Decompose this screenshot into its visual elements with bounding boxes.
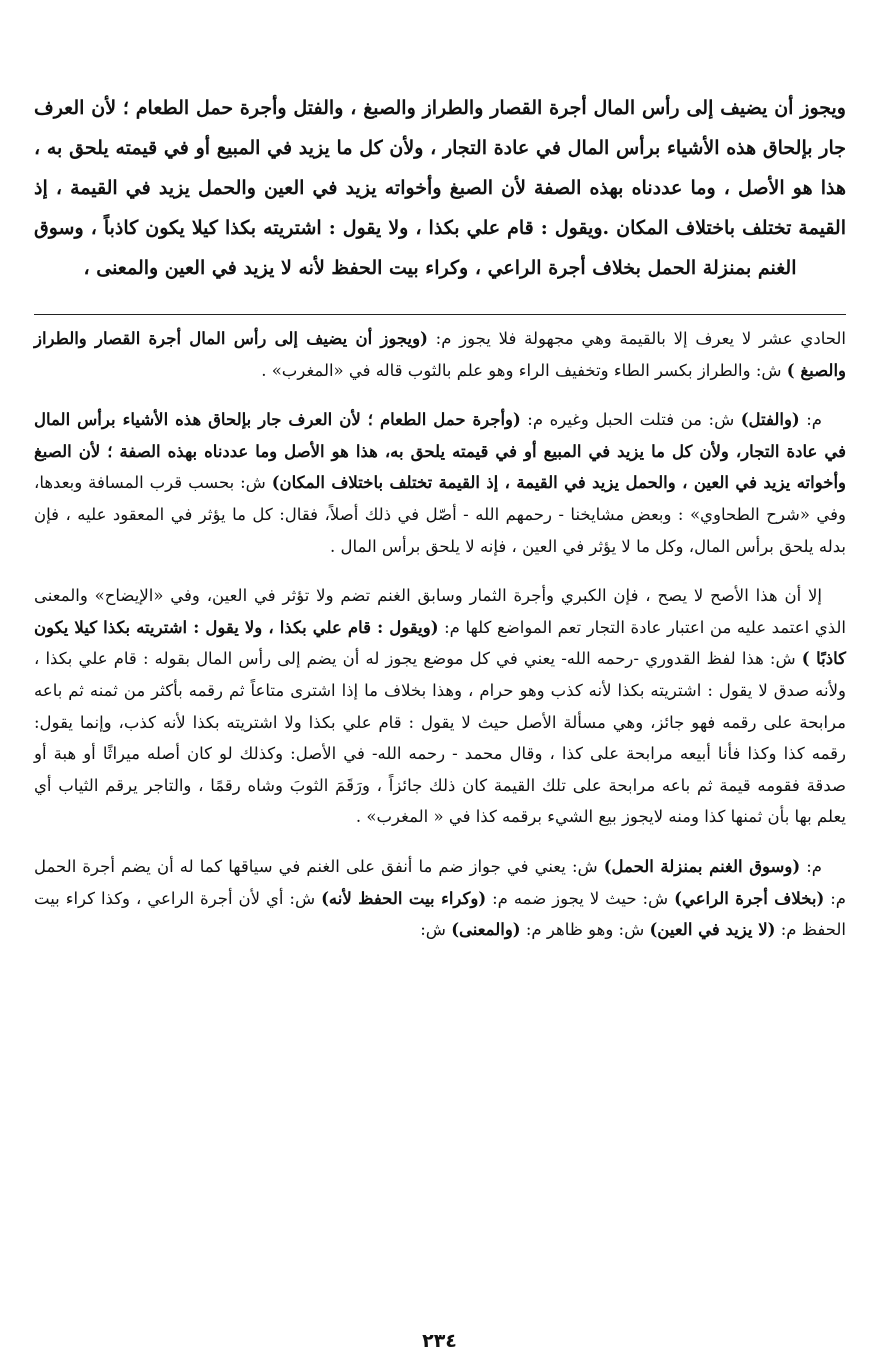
commentary-text: ش: أي لأن أجرة الراعي ، وكذا كراء بيت الحفظ م: bbox=[34, 888, 846, 940]
commentary-text: ش: والطراز بكسر الطاء وتخفيف الراء وهو علم بالثوب قاله في «المغرب» . bbox=[261, 360, 787, 380]
quoted-text: (والفتل) bbox=[740, 410, 800, 430]
quoted-text: (ويجوز أن يضيف إلى رأس المال أجرة القصار والطراز والصبغ ) bbox=[34, 329, 846, 380]
commentary-text: ش: يعني في جواز ضم ما أنفق على الغنم في سياقها كما له أن يضم أجرة الحمل م: bbox=[34, 856, 846, 908]
quoted-text: (وكراء بيت الحفظ لأنه) bbox=[321, 888, 487, 908]
quoted-text: (وسوق الغنم بمنزلة الحمل) bbox=[603, 856, 801, 876]
book-page bbox=[34, 88, 846, 946]
commentary-paragraph-4 bbox=[34, 851, 846, 946]
commentary-text: ش: وهو ظاهر م: bbox=[520, 920, 650, 940]
separator-line bbox=[34, 314, 846, 315]
commentary-paragraph-3 bbox=[34, 580, 846, 833]
commentary-text: ش: هذا لفظ القدوري -رحمه الله- يعني في كل موضع يجوز له أن يضم إلى رأس المال بقوله : قام علي بكذا ، ولأنه صدق لا يقول : اشتريته بكذا لأنه كذب وهو حرام ، وهذا بخلاف ما إذا اشترى متاعاً ثم رقمه بأكثر من ثمنه ثم باعه مرابحة على رقمه فهو جائز، وهي مسألة الأصل حيث لا يقول : قام علي بكذا ولا اشتريته بكذا لأنه كذب، وإنما يقول: رقمه كذا وكذا فأنا أبيعه مرابحة على كذا ، وقال محمد - رحمه الله- في الأصل: وكذلك لو كان أصله ميراثًا أو هبة أو صدقة فقومه قيمة ثم باعه مرابحة على تلك القيمة كان ذلك جائزاً ، ورَقَمَ الثوبَ وشاه رقمًا ، والتاجر يرقم الثياب أي يعلم بها بأن ثمنها كذا ومنه لايجوز بيع الشيء برقمه كذا في « المغرب» . bbox=[34, 649, 846, 827]
quoted-text: (ويقول : قام علي بكذا ، ولا يقول : اشتريته بكذا كيلا يكون كاذبًا ) bbox=[34, 617, 846, 669]
main-text: ويجوز أن يضيف إلى رأس المال أجرة القصار والطراز والصبغ ، والفتل وأجرة حمل الطعام ؛ لأن العرف جار بإلحاق هذه الأشياء برأس المال في عادة التجار ، ولأن كل ما يزيد في المبيع أو في قيمته يلحق به ، هذا هو الأصل ، وما عددناه بهذه الصفة لأن الصبغ وأخواته يزيد في العين والحمل يزيد في القيمة ، إذ القيمة تختلف باختلاف المكان .ويقول : قام علي بكذا ، ولا يقول : اشتريته بكذا كيلا يكون كاذباً ، وسوق الغنم بمنزلة الحمل بخلاف أجرة الراعي ، وكراء بيت الحفظ لأنه لا يزيد في العين والمعنى ، bbox=[34, 97, 846, 279]
commentary-text: إلا أن هذا الأصح لا يصح ، فإن الكبري وأجرة الثمار وسابق الغنم تضم ولا تؤثر في العين، وفي «الإيضاح» والمعنى الذي اعتمد عليه من اعتبار عادة التجار تعم المواضع كلها م: bbox=[34, 586, 846, 637]
commentary-text: ش: بحسب قرب المسافة وبعدها، وفي «شرح الطحاوي» : وبعض مشايخنا - رحمهم الله - أصّل في ذلك أصلاً، فقال: كل ما يؤثر في المعقود عليه ، فإن بدله يلحق برأس المال، وكل ما لا يؤثر في العين ، فإنه لا يلحق برأس المال . bbox=[34, 473, 846, 556]
quoted-text: (والمعنى) bbox=[451, 920, 521, 940]
quoted-text: (بخلاف أجرة الراعي) bbox=[674, 888, 825, 908]
page-number: ٢٣٤ bbox=[422, 1330, 457, 1352]
commentary-text: ش: bbox=[420, 920, 452, 940]
main-text-block bbox=[34, 88, 846, 288]
commentary-text: م: bbox=[800, 856, 822, 876]
commentary-paragraph-2 bbox=[34, 404, 846, 562]
commentary-block bbox=[34, 323, 846, 946]
quoted-text: (لا يزيد في العين) bbox=[649, 920, 776, 940]
quoted-text: (وأجرة حمل الطعام ؛ لأن العرف جار بإلحاق هذه الأشياء برأس المال في عادة التجار، ولأن كل ما يزيد في المبيع أو في قيمته يلحق به، هذا هو الأصل وما عددناه بهذه الصفة ؛ لأن الصبغ وأخواته يزيد في العين ، والحمل يزيد في القيمة ، إذ القيمة تختلف باختلاف المكان) bbox=[34, 410, 846, 493]
commentary-paragraph-1 bbox=[34, 323, 846, 386]
commentary-text: ش: حيث لا يجوز ضمه م: bbox=[486, 888, 675, 908]
commentary-text: الحادي عشر لا يعرف إلا بالقيمة وهي مجهولة فلا يجوز م: bbox=[427, 329, 846, 348]
commentary-text: م: bbox=[799, 410, 822, 430]
commentary-text: ش: من فتلت الحبل وغيره م: bbox=[520, 410, 741, 430]
